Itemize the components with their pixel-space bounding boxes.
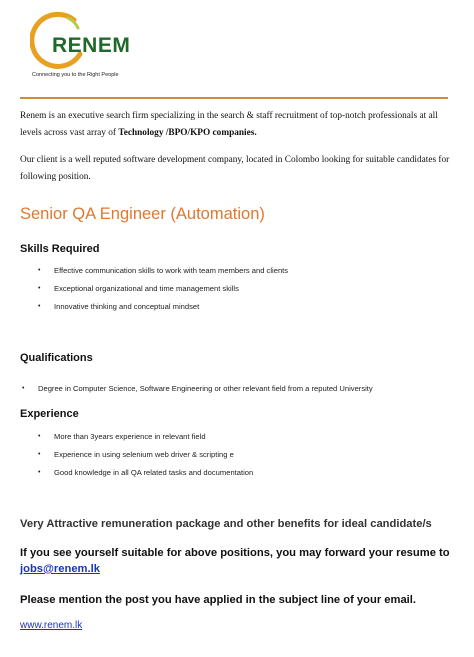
list-item: • Effective communication skills to work with team members and clients xyxy=(38,262,288,280)
experience-heading: Experience xyxy=(20,408,79,420)
website-link[interactable]: www.renem.lk xyxy=(20,620,83,631)
bullet-icon: • xyxy=(38,433,41,440)
bullet-icon: • xyxy=(38,469,41,476)
logo-tagline: Connecting you to the Right People xyxy=(32,72,119,78)
list-item: • Degree in Computer Science, Software Engineering or other relevant field from a reputed University xyxy=(22,380,373,398)
email-link[interactable]: jobs@renem.lk xyxy=(20,563,100,575)
job-title: Senior QA Engineer (Automation) xyxy=(20,205,265,223)
qualifications-heading: Qualifications xyxy=(20,352,93,364)
renem-logo xyxy=(30,10,190,85)
header-divider xyxy=(20,97,448,99)
intro-text: Renem is an executive search firm specializing in the search & staff recruitment of top-notch professionals at all levels across vast array of xyxy=(20,111,438,138)
apply-instruction: If you see yourself suitable for above positions, you may forward your resume to xyxy=(20,547,450,559)
apply-text xyxy=(20,545,460,577)
list-item: • Good knowledge in all QA related tasks and documentation xyxy=(38,464,253,482)
list-item: • More than 3years experience in relevant field xyxy=(38,428,253,446)
bullet-icon: • xyxy=(38,303,41,310)
bullet-icon: • xyxy=(22,385,25,392)
skills-list xyxy=(38,262,288,316)
qualifications-list xyxy=(22,380,373,398)
intro-paragraph-1 xyxy=(20,108,452,142)
list-item: • Exceptional organizational and time management skills xyxy=(38,280,288,298)
mention-text: Please mention the post you have applied in the subject line of your email. xyxy=(20,594,416,606)
list-item: • Innovative thinking and conceptual mindset xyxy=(38,298,288,316)
experience-list xyxy=(38,428,253,482)
skills-heading: Skills Required xyxy=(20,243,100,255)
intro-bold-text: Technology /BPO/KPO companies. xyxy=(118,128,257,138)
list-item: • Experience in using selenium web driver & scripting e xyxy=(38,446,253,464)
bullet-icon: • xyxy=(38,451,41,458)
bullet-icon: • xyxy=(38,285,41,292)
logo-name: RENEM xyxy=(52,34,131,57)
website-footer xyxy=(20,620,82,631)
bullet-icon: • xyxy=(38,267,41,274)
remuneration-text: Very Attractive remuneration package and other benefits for ideal candidate/s xyxy=(20,518,432,530)
intro-paragraph-2: Our client is a well reputed software development company, located in Colombo looking for suitable candidates for following position. xyxy=(20,155,450,182)
